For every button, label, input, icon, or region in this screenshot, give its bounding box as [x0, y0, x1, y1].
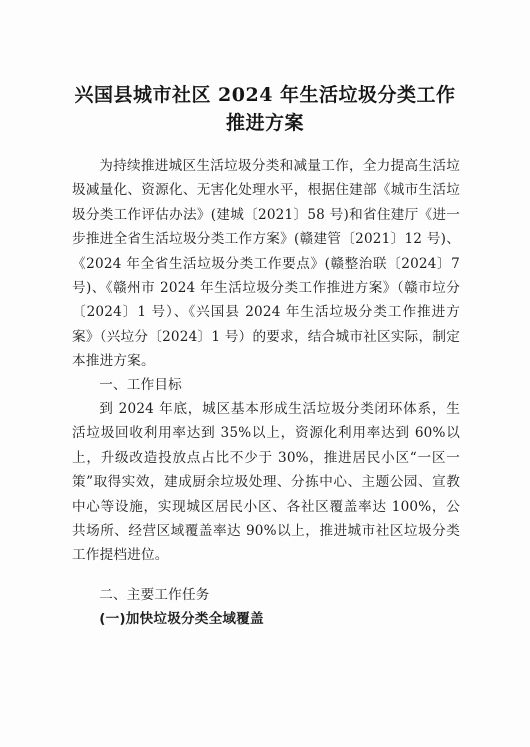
- subsection-heading-coverage: (一)加快垃圾分类全域覆盖: [99, 611, 264, 627]
- goals-paragraph: 到 2024 年底，城区基本形成生活垃圾分类闭环体系，生活垃圾回收利用率达到 35%以上，资源化利用率达到 60%以上，升级改造投放点占比不少于 30%，推进居民小区“一区一策”取得实效，建成厨余垃圾处理、分拣中心、主题公园、宣教中心等设施，实现城区居民小区、各社区覆盖率达 100%，公共场所、经营区域覆盖率达 90%以上，推进城市社区垃圾分类工作提档进位。: [72, 401, 460, 564]
- document-title-line-2: 推进方案: [225, 112, 304, 134]
- document-title-line-1: 兴国县城市社区 2024 年生活垃圾分类工作: [74, 84, 456, 106]
- section-heading-goals: 一、工作目标: [99, 377, 182, 393]
- section-heading-main-tasks: 二、主要工作任务: [99, 587, 210, 603]
- intro-paragraph: 为持续推进城区生活垃圾分类和减量工作，全力提高生活垃圾减量化、资源化、无害化处理水平，根据住建部《城市生活垃圾分类工作评估办法》(建城〔2021〕58 号)和省住建厅《进一步推进全省生活垃圾分类工作方案》(赣建管〔2021〕12 号)、《2024 年全省生活垃圾分类工作要点》(赣整治联〔2024〕7 号)、《赣州市 2024 年生活垃圾分类工作推进方案》（赣市垃分〔2024〕1 号）、《兴国县 2024 年生活垃圾分类工作推进方案》（兴垃分〔2024〕1 号）的要求，结合城市社区实际，制定本推进方案。: [72, 158, 460, 370]
